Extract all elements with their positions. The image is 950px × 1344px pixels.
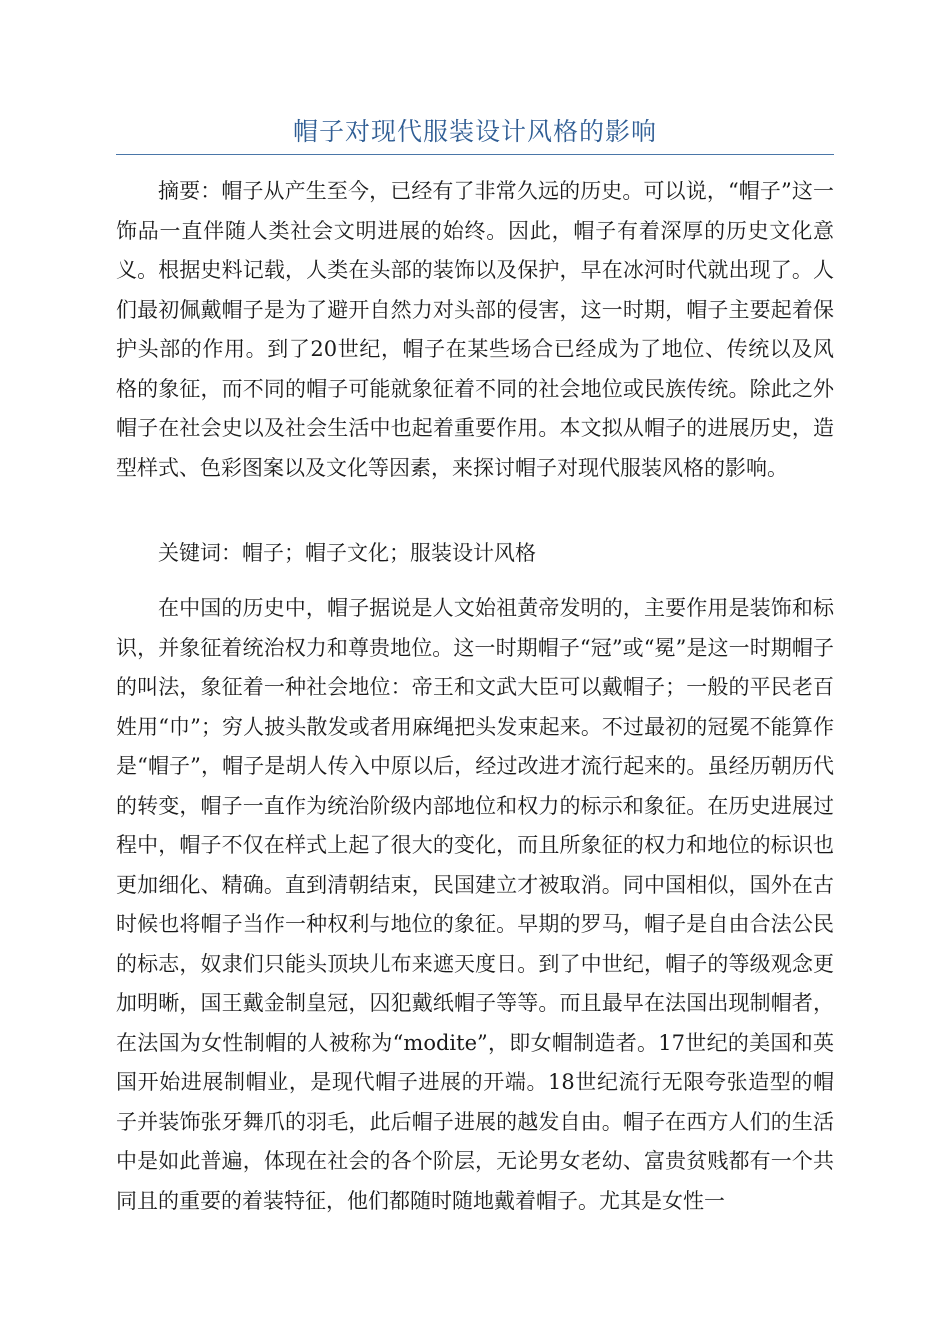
- body-paragraph: 在中国的历史中，帽子据说是人文始祖黄帝发明的，主要作用是装饰和标识，并象征着统治权力和尊贵地位。这一时期帽子“冠”或“冕”是这一时期帽子的叫法，象征着一种社会地位：帝王和文武大臣可以戴帽子；一般的平民老百姓用“巾”；穷人披头散发或者用麻绳把头发束起来。不过最初的冠冕不能算作是“帽子”，帽子是胡人传入中原以后，经过改进才流行起来的。虽经历朝历代的转变，帽子一直作为统治阶级内部地位和权力的标示和象征。在历史进展过程中，帽子不仅在样式上起了很大的变化，而且所象征的权力和地位的标识也更加细化、精确。直到清朝结束，民国建立才被取消。同中国相似，国外在古时候也将帽子当作一种权利与地位的象征。早期的罗马，帽子是自由合法公民的标志，奴隶们只能头顶块儿布来遮天度日。到了中世纪，帽子的等级观念更加明晰，国王戴金制皇冠，囚犯戴纸帽子等等。而且最早在法国出现制帽者，在法国为女性制帽的人被称为“modite”，即女帽制造者。17世纪的美国和英国开始进展制帽业，是现代帽子进展的开端。18世纪流行无限夸张造型的帽子并装饰张牙舞爪的羽毛，此后帽子进展的越发自由。帽子在西方人们的生活中是如此普遍，体现在社会的各个阶层，无论男女老幼、富贵贫贱都有一个共同且的重要的着装特征，他们都随时随地戴着帽子。尤其是女性一: [116, 596, 834, 1213]
- title-underline: [116, 154, 834, 155]
- abstract-paragraph: 摘要：帽子从产生至今，已经有了非常久远的历史。可以说，“帽子”这一饰品一直伴随人类社会文明进展的始终。因此，帽子有着深厚的历史文化意义。根据史料记载，人类在头部的装饰以及保护，早在冰河时代就出现了。人们最初佩戴帽子是为了避开自然力对头部的侵害，这一时期，帽子主要起着保护头部的作用。到了20世纪，帽子在某些场合已经成为了地位、传统以及风格的象征，而不同的帽子可能就象征着不同的社会地位或民族传统。除此之外帽子在社会史以及社会生活中也起着重要作用。本文拟从帽子的进展历史，造型样式、色彩图案以及文化等因素，来探讨帽子对现代服装风格的影响。: [116, 179, 834, 480]
- document-title: 帽子对现代服装设计风格的影响: [292, 117, 657, 146]
- keywords-line: 关键词：帽子；帽子文化；服装设计风格: [158, 541, 536, 565]
